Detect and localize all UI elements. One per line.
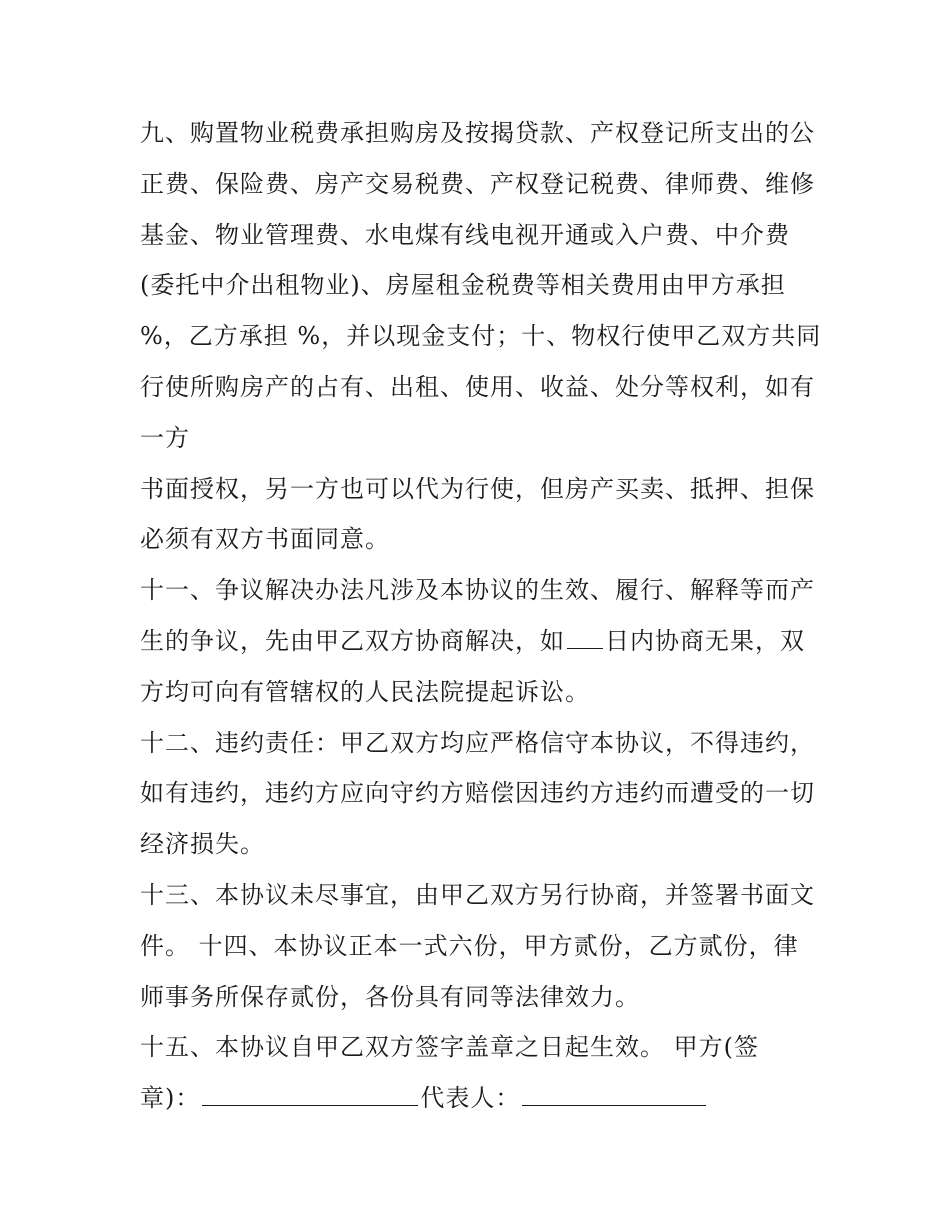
clause-12-line-3: 经济损失。: [140, 830, 265, 859]
signature-line: [140, 1073, 820, 1124]
representative-label: 代表人：: [420, 1084, 521, 1113]
clause-12-line-1: 十二、违约责任：甲乙双方均应严格信守本协议，不得违约，: [140, 728, 815, 757]
days-blank: [567, 626, 603, 649]
representative-signature-blank[interactable]: [522, 1083, 706, 1106]
clause-15-line-1: 十五、本协议自甲乙双方签字盖章之日起生效。 甲方(签: [140, 1033, 759, 1062]
clause-10-line-5: 必须有双方书面同意。: [140, 525, 390, 554]
clause-11-line-3: 方均可向有管辖权的人民法院提起诉讼。: [140, 677, 590, 706]
clause-14-line-1: 件。 十四、本协议正本一式六份，甲方贰份，乙方贰份，律: [140, 931, 799, 960]
clause-9-line-4: (委托中介出租物业)、房屋租金税费等相关费用由甲方承担: [140, 271, 786, 300]
clause-10-line-1: %，乙方承担 %，并以现金支付；十、物权行使甲乙双方共同: [140, 322, 822, 351]
party-a-signature-blank[interactable]: [202, 1083, 418, 1106]
clause-11-text-b: 日内协商无果，双: [605, 626, 805, 655]
clause-9-line-1: 九、购置物业税费承担购房及按揭贷款、产权登记所支出的公: [140, 119, 815, 147]
clause-14-line-2: 师事务所保存贰份，各份具有同等法律效力。: [140, 982, 640, 1011]
clause-9-line-3: 基金、物业管理费、水电煤有线电视开通或入户费、中介费: [140, 220, 790, 249]
clause-10-line-2: 行使所购房产的占有、出租、使用、收益、处分等权利，如有: [140, 372, 815, 401]
clause-11-line-2: [140, 616, 820, 667]
clause-10-line-4: 书面授权，另一方也可以代为行使，但房产买卖、抵押、担保: [140, 474, 815, 503]
party-a-seal-label: 章)：: [140, 1084, 201, 1113]
clause-11-text-a: 生的争议，先由甲乙双方协商解决，如: [140, 626, 565, 655]
document-body: [140, 108, 820, 1124]
clause-11-line-1: 十一、争议解决办法凡涉及本协议的生效、履行、解释等而产: [140, 576, 815, 605]
clause-13-line-1: 十三、本协议未尽事宜，由甲乙双方另行协商，并签署书面文: [140, 880, 815, 909]
clause-9-line-2: 正费、保险费、房产交易税费、产权登记税费、律师费、维修: [140, 169, 815, 198]
clause-12-line-2: 如有违约，违约方应向守约方赔偿因违约方违约而遭受的一切: [140, 779, 815, 808]
clause-10-line-3: 一方: [140, 423, 190, 452]
